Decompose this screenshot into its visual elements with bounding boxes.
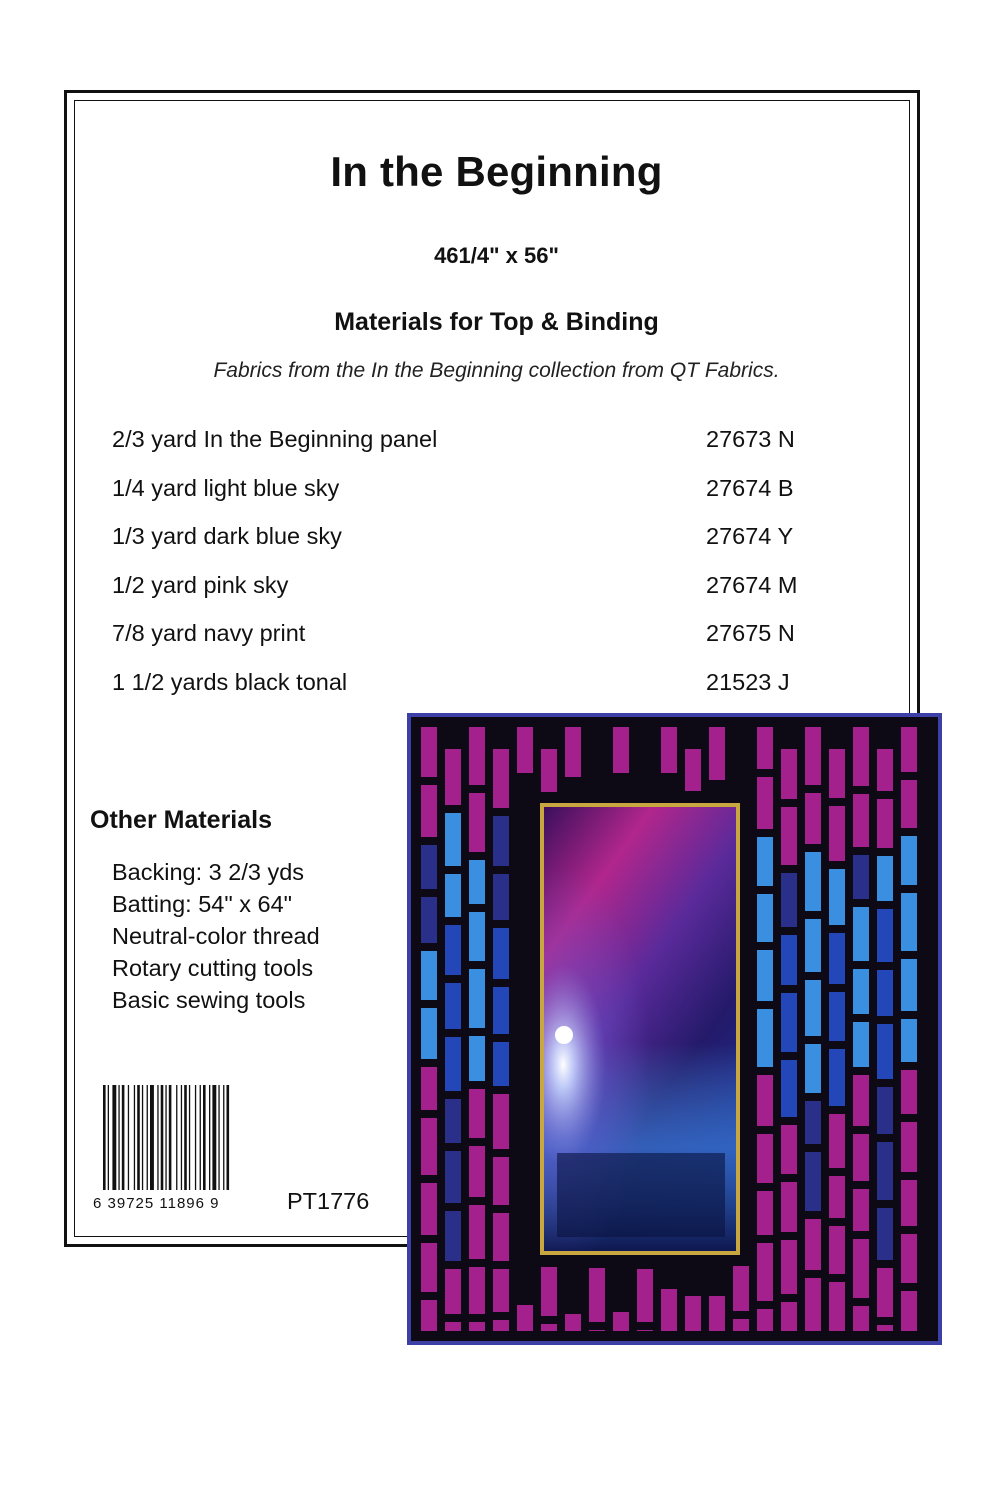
quilt-strip — [805, 1152, 821, 1211]
quilt-strip — [853, 1189, 869, 1231]
barcode-bar — [165, 1085, 166, 1190]
quilt-strip — [493, 1157, 509, 1205]
quilt-strip — [469, 1267, 485, 1314]
other-material-item: Neutral-color thread — [112, 923, 320, 949]
quilt-strip — [493, 816, 509, 866]
other-material-item: Rotary cutting tools — [112, 955, 314, 981]
quilt-strip — [661, 727, 677, 773]
fabric-description: 7/8 yard navy print — [112, 620, 306, 646]
quilt-strip — [877, 1142, 893, 1200]
quilt-strip — [781, 1060, 797, 1117]
quilt-strip — [853, 855, 869, 899]
quilt-strip — [493, 749, 509, 808]
quilt-strip — [469, 1089, 485, 1138]
quilt-strip — [493, 1320, 509, 1331]
quilt-strip — [781, 749, 797, 799]
quilt-strip — [829, 1282, 845, 1331]
quilt-strip — [637, 1330, 653, 1331]
quilt-strip — [445, 925, 461, 975]
quilt-strip — [757, 1075, 773, 1126]
quilt-strip — [733, 1266, 749, 1311]
fabric-description: 1/2 yard pink sky — [112, 571, 289, 598]
quilt-strip — [469, 1036, 485, 1081]
fabric-list — [112, 426, 852, 717]
quilt-strip — [877, 1087, 893, 1134]
quilt-strip — [781, 993, 797, 1052]
quilt-strip — [469, 727, 485, 785]
barcode-bar — [118, 1085, 119, 1190]
barcode — [103, 1085, 247, 1190]
quilt-strip — [853, 794, 869, 847]
fabric-description: 1/4 yard light blue sky — [112, 474, 340, 501]
quilt-strip — [901, 1180, 917, 1226]
barcode-bar — [212, 1085, 216, 1190]
quilt-strip — [829, 806, 845, 861]
fabric-row — [112, 475, 852, 524]
barcode-bar — [203, 1085, 206, 1190]
quilt-strip — [853, 1239, 869, 1298]
barcode-bar — [112, 1085, 116, 1190]
quilt-strip — [853, 1134, 869, 1181]
quilt-strip — [493, 1094, 509, 1149]
quilt-strip — [829, 992, 845, 1041]
quilt-strip — [877, 1024, 893, 1079]
quilt-strip — [757, 1191, 773, 1235]
quilt-strip — [469, 793, 485, 852]
quilt-strip — [877, 1268, 893, 1317]
fabric-row — [112, 426, 852, 475]
barcode-bar — [169, 1085, 172, 1190]
quilt-strip — [709, 1296, 725, 1331]
quilt-strip — [445, 874, 461, 917]
barcode-bar — [150, 1085, 154, 1190]
quilt-strip — [781, 873, 797, 927]
quilt-strip — [541, 749, 557, 792]
quilt-strip — [709, 727, 725, 780]
quilt-strip — [445, 1151, 461, 1203]
barcode-bar — [227, 1085, 230, 1190]
barcode-bar — [157, 1085, 158, 1190]
fabric-row — [112, 572, 852, 621]
barcode-bar — [122, 1085, 125, 1190]
fabric-code: 27674 B — [706, 474, 794, 501]
quilt-strip — [421, 1008, 437, 1059]
quilt-strip — [901, 1019, 917, 1062]
quilt-strip — [613, 1312, 629, 1331]
barcode-bar — [128, 1085, 129, 1190]
barcode-bar — [137, 1085, 140, 1190]
quilt-strip — [445, 1099, 461, 1143]
other-materials-list — [112, 856, 320, 1016]
quilt-strip — [757, 1009, 773, 1067]
quilt-strip — [469, 860, 485, 904]
barcode-bar — [200, 1085, 201, 1190]
fabric-code: 27674 M — [706, 571, 798, 598]
quilt-strip — [805, 1219, 821, 1270]
quilt-strip — [445, 1269, 461, 1314]
fabric-code: 27675 N — [706, 620, 795, 646]
quilt-strip — [877, 970, 893, 1016]
fabric-description: 1/3 yard dark blue sky — [112, 523, 342, 549]
quilt-strip — [901, 1122, 917, 1172]
quilt-strip — [421, 1243, 437, 1292]
quilt-strip — [445, 1211, 461, 1261]
quilt-strip — [445, 749, 461, 805]
quilt-strip — [445, 983, 461, 1029]
barcode-bar — [223, 1085, 224, 1190]
quilt-strip — [805, 852, 821, 911]
quilt-strip — [853, 1306, 869, 1331]
quilt-strip — [805, 1101, 821, 1144]
quilt-strip — [493, 1269, 509, 1312]
quilt-strip — [421, 1067, 437, 1110]
quilt-strip — [829, 749, 845, 798]
materials-heading: Materials for Top & Binding — [334, 308, 659, 336]
quilt-strip — [901, 727, 917, 772]
quilt-strip — [421, 1183, 437, 1235]
quilt-strip — [805, 727, 821, 785]
quilt-strip — [661, 1289, 677, 1331]
quilt-strip — [469, 969, 485, 1028]
fabric-row — [112, 523, 852, 572]
quilt-strip — [493, 874, 509, 920]
quilt-strip — [877, 909, 893, 962]
quilt-strip — [781, 807, 797, 865]
quilt-strip — [757, 1243, 773, 1301]
quilt-strip — [805, 980, 821, 1036]
quilt-strip — [805, 1044, 821, 1093]
quilt-strip — [757, 1134, 773, 1183]
quilt-strip — [853, 1075, 869, 1126]
quilt-strip — [541, 1324, 557, 1331]
quilt-strip — [493, 987, 509, 1034]
fabric-description: 1 1/2 yards black tonal — [112, 668, 348, 695]
barcode-bar — [209, 1085, 210, 1190]
quilt-strip — [421, 727, 437, 777]
fabric-row — [112, 620, 852, 669]
quilt-strip — [469, 912, 485, 961]
quilt-strip — [565, 1314, 581, 1331]
fabric-code: 21523 J — [706, 668, 790, 695]
panel-text-area — [557, 1153, 725, 1237]
quilt-strip — [901, 1070, 917, 1114]
quilt-strip — [685, 749, 701, 791]
other-material-item: Backing: 3 2/3 yds — [112, 859, 305, 885]
fabric-code: 27673 N — [706, 426, 795, 452]
quilt-strip — [829, 1114, 845, 1168]
quilt-strip — [877, 856, 893, 901]
quilt-strip — [757, 950, 773, 1001]
barcode-bar — [103, 1085, 106, 1190]
barcode-digits: 6 39725 11896 9 — [93, 1195, 220, 1212]
barcode-bar — [108, 1085, 109, 1190]
fabric-description: 2/3 yard In the Beginning panel — [112, 426, 438, 452]
barcode-bar — [218, 1085, 219, 1190]
quilt-strip — [901, 959, 917, 1011]
quilt-strip — [781, 935, 797, 985]
quilt-strip — [805, 919, 821, 972]
quilt-strip — [517, 1305, 533, 1331]
quilt-strip — [757, 777, 773, 829]
quilt-strip — [421, 845, 437, 889]
quilt-strip — [421, 951, 437, 1000]
quilt-strip — [829, 1049, 845, 1106]
quilt-strip — [757, 1309, 773, 1331]
barcode-bar — [195, 1085, 196, 1190]
barcode-bar — [181, 1085, 182, 1190]
barcode-bar — [134, 1085, 135, 1190]
quilt-strip — [877, 1325, 893, 1331]
quilt-strip — [781, 1125, 797, 1174]
barcode-bar — [184, 1085, 187, 1190]
panel-star — [555, 1026, 573, 1044]
quilt-strip — [829, 1176, 845, 1218]
quilt-strip — [853, 727, 869, 786]
pattern-title: In the Beginning — [330, 148, 663, 195]
fabric-code: 27674 Y — [706, 523, 794, 549]
quilt-strip — [877, 1208, 893, 1260]
quilt-strip — [493, 1042, 509, 1086]
quilt-strip — [901, 780, 917, 828]
quilt-strip — [829, 1226, 845, 1274]
quilt-strip — [613, 727, 629, 773]
quilt-strip — [493, 1213, 509, 1261]
materials-subtitle: Fabrics from the In the Beginning collection from QT Fabrics. — [213, 359, 780, 382]
quilt-strip — [733, 1319, 749, 1331]
barcode-bar — [161, 1085, 164, 1190]
quilt-strip — [589, 1268, 605, 1322]
quilt-strip — [901, 1291, 917, 1331]
quilt-strip — [445, 813, 461, 866]
quilt-strip — [637, 1269, 653, 1322]
quilt-strip — [757, 727, 773, 769]
quilt-strip — [421, 785, 437, 837]
quilt-strip — [877, 749, 893, 791]
quilt-strip — [781, 1240, 797, 1294]
quilt-strip — [541, 1267, 557, 1316]
quilt-strip — [877, 799, 893, 848]
quilt-strip — [829, 869, 845, 925]
quilt-strip — [901, 836, 917, 885]
quilt-strip — [853, 907, 869, 961]
quilt-strip — [565, 727, 581, 777]
quilt-strip — [421, 1300, 437, 1331]
quilt-image — [407, 713, 942, 1345]
finished-size: 461/4" x 56" — [434, 243, 559, 268]
other-material-item: Basic sewing tools — [112, 987, 306, 1013]
barcode-bar — [147, 1085, 148, 1190]
quilt-strip — [445, 1037, 461, 1091]
quilt-strip — [685, 1296, 701, 1331]
quilt-strip — [757, 894, 773, 942]
quilt-strip — [781, 1182, 797, 1232]
barcode-bar — [189, 1085, 190, 1190]
sku-code: PT1776 — [287, 1188, 370, 1214]
quilt-strip — [493, 928, 509, 979]
quilt-strip — [517, 727, 533, 773]
quilt-strip — [469, 1146, 485, 1197]
quilt-strip — [853, 1022, 869, 1067]
quilt-strip — [901, 893, 917, 951]
quilt-strip — [757, 837, 773, 886]
quilt-strip — [781, 1302, 797, 1331]
quilt-strip — [805, 793, 821, 844]
other-materials-heading: Other Materials — [90, 806, 273, 834]
quilt-strip — [901, 1234, 917, 1283]
quilt-strip — [469, 1205, 485, 1259]
other-material-item: Batting: 54" x 64" — [112, 891, 292, 917]
quilt-strip — [421, 1118, 437, 1175]
quilt-strip — [421, 897, 437, 943]
barcode-bar — [176, 1085, 177, 1190]
quilt-strip — [805, 1278, 821, 1331]
quilt-strip — [829, 933, 845, 984]
barcode-bar — [142, 1085, 143, 1190]
quilt-strip — [589, 1330, 605, 1331]
quilt-strip — [445, 1322, 461, 1331]
quilt-strip — [469, 1322, 485, 1331]
fabric-row — [112, 669, 852, 718]
quilt-strip — [853, 969, 869, 1014]
